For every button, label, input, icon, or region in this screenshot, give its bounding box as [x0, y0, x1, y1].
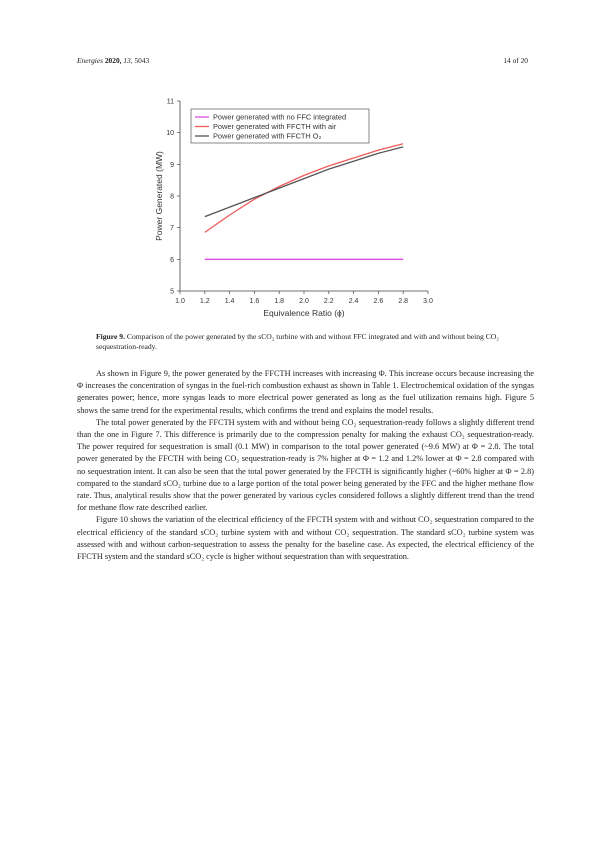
- x-tick-label: 2.8: [398, 298, 409, 305]
- x-tick-label: 1.6: [249, 298, 260, 305]
- legend-label-1: Power generated with no FFC integrated: [213, 112, 347, 122]
- series-line-3: [205, 147, 403, 217]
- x-tick-label: 2.2: [323, 298, 334, 305]
- journal-citation: [77, 56, 149, 65]
- y-axis-label: Power Generated (MW): [154, 151, 164, 241]
- x-tick-label: 2.0: [299, 298, 309, 305]
- journal-year: 2020,: [104, 56, 122, 65]
- power-generated-chart: [150, 93, 440, 325]
- article-number: 5043: [134, 56, 150, 65]
- x-axis-label: Equivalence Ratio (ϕ): [263, 308, 345, 318]
- y-tick-label: 11: [166, 98, 174, 106]
- legend-label-2: Power generated with FFCTH with air: [213, 122, 337, 132]
- y-tick-label: 6: [170, 256, 174, 264]
- x-tick-label: 3.0: [423, 298, 433, 305]
- x-tick-label: 2.6: [373, 298, 384, 305]
- caption-label: Figure 9.: [96, 332, 125, 341]
- paragraph-2: The total power generated by the FFCTH system with and without being CO₂ sequestration-ready follows a slightly different trend than the one in Figure 7. This difference is primarily due to the compression penalty for making the exhaust CO₂ sequestration-ready. The power required for sequestration is small (0.1 MW) in comparison to the total power generated (~9.6 MW) at Φ = 2.8. The total power generated by the FFCTH with being CO₂ sequestration-ready is 7% higher at Φ = 1.2 and 1.2% lower at Φ = 2.8 compared with no sequestration intent. It can also be seen that the total power generated by the FFCTH is significantly higher (~60% higher at Φ = 2.8) compared to the standard sCO₂ turbine due to a large portion of the total power being generated by the FFC and the higher methane flow rate. Thus, analytical results show that the power generated by various cycles considered follows a slightly different trend than the trend for methane flow rate described earlier.: [77, 417, 534, 513]
- chart-legend: [191, 109, 369, 143]
- y-tick-label: 8: [170, 193, 174, 201]
- paragraph-1: As shown in Figure 9, the power generated by the FFCTH increases with increasing Φ. This increase occurs because increasing the Φ increases the concentration of syngas in the fuel-rich combustion exhaust as shown in Table 1. Electrochemical oxidation of the syngas generates power; hence, more syngas leads to more electrical power generated as long as the fuel utilization remains high. Figure 5 shows the same trend for the experimental results, which confirms the trend and explains the model results.: [77, 369, 534, 415]
- page-number: 14 of 20: [503, 56, 528, 65]
- caption-text: Comparison of the power generated by the sCO₂ turbine with and without FFC integrated and with and without being CO₂ sequestration-ready.: [96, 332, 499, 352]
- x-tick-label: 1.8: [274, 298, 285, 305]
- y-tick-label: 7: [170, 225, 174, 233]
- y-tick-label: 10: [166, 130, 174, 138]
- series-line-2: [205, 144, 403, 233]
- figure-caption: [96, 332, 536, 352]
- x-tick-label: 1.4: [224, 298, 235, 305]
- paragraph-3: Figure 10 shows the variation of the electrical efficiency of the FFCTH system with and without CO₂ sequestration compared to the electrical efficiency of the standard sCO₂ turbine system with and without CO₂ sequestration. The standard sCO₂ turbine system was assessed with and without carbon-sequestration to assess the penalty for the baseline case. As expected, the electrical efficiency of the FFCTH system and the standard sCO₂ cycle is higher without sequestration than with sequestration.: [77, 515, 534, 562]
- body-text: [77, 368, 534, 563]
- x-tick-label: 1.2: [199, 298, 210, 305]
- legend-label-3: Power generated with FFCTH O₂: [213, 131, 322, 141]
- y-tick-label: 9: [170, 161, 174, 169]
- chart-series: [205, 144, 403, 259]
- journal-name: Energies: [77, 56, 103, 65]
- y-tick-label: 5: [170, 288, 174, 296]
- x-tick-label: 2.4: [348, 298, 359, 305]
- journal-volume: 13,: [123, 56, 133, 65]
- x-tick-label: 1.0: [175, 298, 185, 305]
